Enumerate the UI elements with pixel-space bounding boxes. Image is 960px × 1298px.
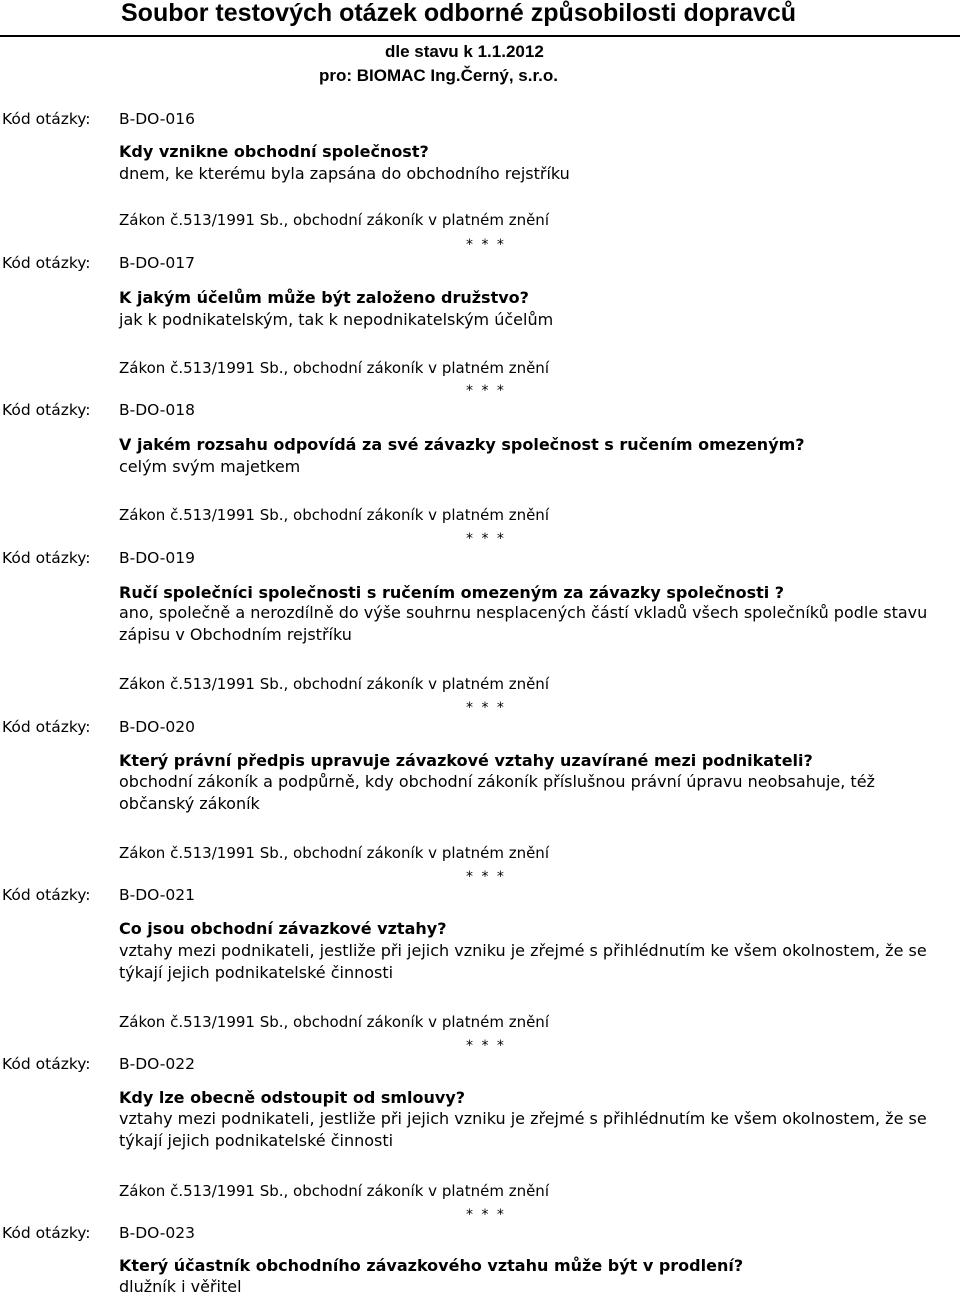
answer-text: vztahy mezi podnikateli, jestliže při jejich vzniku je zřejmé s přihlédnutím ke všem okolnostem, že se týkají jejich podnikatelské činnosti: [119, 1109, 927, 1150]
separator: * * *: [466, 237, 506, 253]
question-code: B-DO-020: [119, 718, 195, 736]
question-text: Který právní předpis upravuje závazkové vztahy uzavírané mezi podnikateli?: [119, 751, 813, 770]
question-code-label: Kód otázky:: [2, 110, 91, 128]
question-code-label: Kód otázky:: [2, 1055, 91, 1073]
separator: * * *: [466, 1207, 506, 1223]
source-reference: Zákon č.513/1991 Sb., obchodní zákoník v platném znění: [119, 675, 549, 693]
question-code: B-DO-018: [119, 401, 195, 419]
question-code-label: Kód otázky:: [2, 886, 91, 904]
answer-text: dlužník i věřitel: [119, 1277, 242, 1296]
source-reference: Zákon č.513/1991 Sb., obchodní zákoník v platném znění: [119, 1013, 549, 1031]
header-client: pro: BIOMAC Ing.Černý, s.r.o.: [319, 66, 558, 85]
separator: * * *: [466, 869, 506, 885]
question-code-label: Kód otázky:: [2, 549, 91, 567]
question-code-label: Kód otázky:: [2, 401, 91, 419]
answer-text: celým svým majetkem: [119, 457, 301, 476]
source-reference: Zákon č.513/1991 Sb., obchodní zákoník v platném znění: [119, 211, 549, 229]
question-text: V jakém rozsahu odpovídá za své závazky společnost s ručením omezeným?: [119, 435, 805, 454]
page-title: Soubor testových otázek odborné způsobilosti dopravců: [121, 0, 797, 27]
question-text: Co jsou obchodní závazkové vztahy?: [119, 919, 447, 938]
answer-text: dnem, ke kterému byla zapsána do obchodního rejstříku: [119, 164, 570, 183]
question-code-label: Kód otázky:: [2, 1224, 91, 1242]
question-text: Který účastník obchodního závazkového vztahu může být v prodlení?: [119, 1256, 744, 1275]
question-code: B-DO-017: [119, 254, 195, 272]
question-code-label: Kód otázky:: [2, 718, 91, 736]
question-text: Ručí společníci společnosti s ručením omezeným za závazky společnosti ?: [119, 583, 785, 602]
source-reference: Zákon č.513/1991 Sb., obchodní zákoník v platném znění: [119, 1182, 549, 1200]
answer-text: ano, společně a nerozdílně do výše souhrnu nesplacených částí vkladů všech společníků podle stavu zápisu v Obchodním rejstříku: [119, 603, 928, 644]
separator: * * *: [466, 700, 506, 716]
header-date: dle stavu k 1.1.2012: [385, 42, 544, 61]
separator: * * *: [466, 383, 506, 399]
answer-text: jak k podnikatelským, tak k nepodnikatelským účelům: [119, 310, 554, 329]
question-text: Kdy vznikne obchodní společnost?: [119, 142, 429, 161]
separator: * * *: [466, 531, 506, 547]
question-text: Kdy lze obecně odstoupit od smlouvy?: [119, 1088, 466, 1107]
source-reference: Zákon č.513/1991 Sb., obchodní zákoník v platném znění: [119, 844, 549, 862]
question-code: B-DO-022: [119, 1055, 195, 1073]
separator: * * *: [466, 1038, 506, 1054]
question-text: K jakým účelům může být založeno družstvo?: [119, 288, 529, 307]
answer-text: obchodní zákoník a podpůrně, kdy obchodní zákoník příslušnou právní úpravu neobsahuje, též občanský zákoník: [119, 772, 875, 813]
source-reference: Zákon č.513/1991 Sb., obchodní zákoník v platném znění: [119, 506, 549, 524]
question-code-label: Kód otázky:: [2, 254, 91, 272]
question-code: B-DO-016: [119, 110, 195, 128]
question-code: B-DO-023: [119, 1224, 195, 1242]
question-code: B-DO-021: [119, 886, 195, 904]
header-divider: [0, 35, 960, 37]
source-reference: Zákon č.513/1991 Sb., obchodní zákoník v platném znění: [119, 359, 549, 377]
answer-text: vztahy mezi podnikateli, jestliže při jejich vzniku je zřejmé s přihlédnutím ke všem okolnostem, že se týkají jejich podnikatelské činnosti: [119, 941, 927, 982]
question-code: B-DO-019: [119, 549, 195, 567]
